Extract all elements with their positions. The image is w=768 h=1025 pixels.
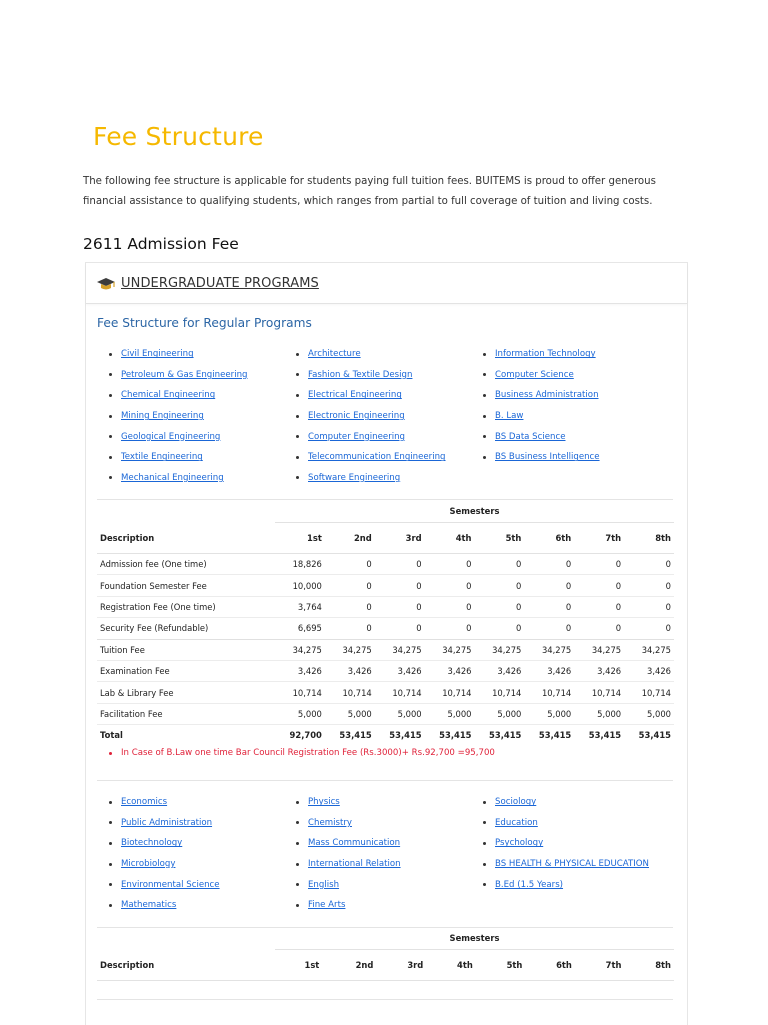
fee-cell: 3,426 [574, 660, 624, 681]
program-link-fine-arts[interactable]: Fine Arts [308, 900, 346, 911]
panel-header[interactable] [86, 263, 687, 304]
list-item [109, 365, 296, 386]
program-list-group-2 [109, 792, 669, 916]
row-description: Registration Fee (One time) [97, 596, 275, 617]
fee-cell: 0 [524, 596, 574, 617]
divider [97, 999, 673, 1000]
column-header-semester: 4th [425, 523, 475, 554]
fee-cell: 0 [425, 596, 475, 617]
bullet-dot [296, 476, 299, 479]
fee-cell: 34,275 [624, 639, 674, 660]
row-description: Tuition Fee [97, 639, 275, 660]
total-cell: 53,415 [638, 730, 671, 741]
fee-cell: 5,000 [524, 703, 574, 724]
column-header-description: Description [97, 950, 275, 981]
bullet-dot [483, 801, 486, 804]
total-label: Total [100, 730, 123, 741]
fee-cell: 0 [524, 554, 574, 575]
program-link-computer-engineering[interactable]: Computer Engineering [308, 431, 406, 442]
program-link-textile-engineering[interactable]: Textile Engineering [121, 452, 203, 463]
bullet-dot [296, 394, 299, 397]
fee-cell: 10,714 [375, 682, 425, 703]
semesters-label: Semesters [275, 927, 674, 950]
bullet-dot [483, 435, 486, 438]
fee-cell: 34,275 [375, 639, 425, 660]
column-header-semester: 8th [624, 523, 674, 554]
fee-cell: 5,000 [275, 703, 325, 724]
table-row [97, 660, 674, 681]
bullet-dot [483, 863, 486, 866]
list-item [109, 833, 296, 854]
row-description: Facilitation Fee [97, 703, 275, 724]
list-item [483, 792, 669, 813]
fee-cell: 0 [524, 618, 574, 639]
bullet-dot [483, 821, 486, 824]
fee-cell: 0 [624, 575, 674, 596]
fee-cell: 34,275 [574, 639, 624, 660]
fee-cell: 0 [325, 596, 375, 617]
program-column [109, 344, 296, 488]
fee-cell: 10,714 [275, 682, 325, 703]
fee-cell: 3,426 [375, 660, 425, 681]
list-item [296, 468, 483, 489]
bullet-dot [483, 415, 486, 418]
list-item [296, 833, 483, 854]
fee-cell: 0 [624, 554, 674, 575]
table-header-row [97, 950, 674, 981]
fee-table-2 [97, 927, 674, 981]
fee-cell: 0 [475, 554, 525, 575]
total-cell: 53,415 [489, 730, 522, 741]
fee-cell: 0 [524, 575, 574, 596]
list-item [483, 365, 669, 386]
program-link-electrical-engineering[interactable]: Electrical Engineering [308, 390, 402, 401]
list-item [296, 344, 483, 365]
fee-cell: 5,000 [325, 703, 375, 724]
list-item [483, 874, 669, 895]
column-header-semester: 2nd [322, 950, 376, 981]
program-link-english[interactable]: English [308, 879, 340, 890]
column-header-semester: 5th [475, 523, 525, 554]
fee-cell: 5,000 [375, 703, 425, 724]
fee-cell: 0 [375, 554, 425, 575]
fee-cell: 0 [375, 618, 425, 639]
program-link-international-relation[interactable]: International Relation [308, 859, 401, 870]
list-item [296, 874, 483, 895]
bullet-dot [109, 863, 112, 866]
total-row [97, 725, 674, 746]
program-link-fashion-textile-design[interactable]: Fashion & Textile Design [308, 369, 413, 380]
fee-cell: 0 [624, 618, 674, 639]
fee-cell: 0 [574, 575, 624, 596]
program-link-b-law[interactable]: B. Law [495, 411, 524, 422]
bullet-dot [296, 373, 299, 376]
column-header-semester: 1st [275, 523, 325, 554]
list-item [109, 468, 296, 489]
column-header-description: Description [97, 523, 275, 554]
list-item [296, 895, 483, 916]
fee-cell: 0 [425, 618, 475, 639]
program-link-chemistry[interactable]: Chemistry [308, 817, 352, 828]
fee-cell: 5,000 [574, 703, 624, 724]
fee-cell: 0 [624, 596, 674, 617]
column-header-semester: 7th [574, 523, 624, 554]
program-column [109, 792, 296, 916]
list-item [109, 426, 296, 447]
fee-cell: 0 [475, 575, 525, 596]
list-item [109, 895, 296, 916]
total-cell: 53,415 [389, 730, 422, 741]
fee-cell: 0 [425, 575, 475, 596]
list-item [109, 385, 296, 406]
bullet-dot [109, 373, 112, 376]
program-link-information-technology[interactable]: Information Technology [495, 349, 596, 360]
program-link-mechanical-engineering[interactable]: Mechanical Engineering [121, 472, 224, 483]
program-link-bs-health-physical-education[interactable]: BS HEALTH & PHYSICAL EDUCATION [495, 859, 649, 870]
list-item [296, 447, 483, 468]
program-link-education[interactable]: Education [495, 817, 538, 828]
table-row [97, 575, 674, 596]
note-text: In Case of B.Law one time Bar Council Registration Fee (Rs.3000)+ Rs.92,700 =95,700 [121, 748, 495, 758]
bullet-dot [296, 904, 299, 907]
fee-cell: 34,275 [325, 639, 375, 660]
column-header-semester: 4th [426, 950, 476, 981]
total-cell: 53,415 [339, 730, 372, 741]
bar-council-note [109, 748, 495, 758]
program-list-group-1 [109, 344, 669, 488]
bullet-dot [483, 842, 486, 845]
program-link-mass-communication[interactable]: Mass Communication [308, 838, 401, 849]
panel-heading-label[interactable]: UNDERGRADUATE PROGRAMS [121, 275, 319, 291]
column-header-semester: 7th [575, 950, 625, 981]
list-item [296, 792, 483, 813]
empty-cell [97, 927, 275, 950]
column-header-semester: 5th [476, 950, 526, 981]
program-link-civil-engineering[interactable]: Civil Engineering [121, 349, 194, 360]
bullet-dot [109, 415, 112, 418]
fee-cell: 0 [325, 618, 375, 639]
fee-cell: 0 [325, 554, 375, 575]
graduation-cap-icon [96, 276, 116, 290]
program-column [483, 792, 669, 916]
total-cell: 53,415 [439, 730, 472, 741]
list-item [296, 854, 483, 875]
program-column [296, 344, 483, 488]
list-item [483, 813, 669, 834]
fee-cell: 0 [574, 596, 624, 617]
row-description: Admission fee (One time) [97, 554, 275, 575]
bullet-dot [296, 435, 299, 438]
fee-table-1 [97, 500, 674, 746]
fee-cell: 10,714 [624, 682, 674, 703]
program-link-chemical-engineering[interactable]: Chemical Engineering [121, 390, 216, 401]
program-link-petroleum-gas-engineering[interactable]: Petroleum & Gas Engineering [121, 369, 248, 380]
column-header-semester: 6th [524, 523, 574, 554]
fee-cell: 3,426 [325, 660, 375, 681]
table-row [97, 682, 674, 703]
intro-paragraph: The following fee structure is applicable for students paying full tuition fees. BUITEMS is proud to offer generous financial assistance to qualifying students, which ranges from partial to full coverage of tuition and living costs. [83, 176, 656, 207]
bullet-dot [296, 353, 299, 356]
total-cell: 53,415 [588, 730, 622, 741]
semesters-row [97, 927, 674, 950]
bullet-dot [296, 801, 299, 804]
column-header-semester: 6th [525, 950, 575, 981]
fee-cell: 10,714 [574, 682, 624, 703]
fee-cell: 0 [375, 575, 425, 596]
fee-cell: 0 [574, 618, 624, 639]
list-item [296, 365, 483, 386]
fee-cell: 0 [325, 575, 375, 596]
column-header-semester: 2nd [325, 523, 375, 554]
bullet-dot [296, 456, 299, 459]
bullet-dot [296, 842, 299, 845]
bullet-dot [109, 842, 112, 845]
program-link-public-administration[interactable]: Public Administration [121, 817, 213, 828]
bullet-dot [109, 394, 112, 397]
list-item [296, 385, 483, 406]
list-item [109, 792, 296, 813]
fee-cell: 0 [475, 596, 525, 617]
list-item [483, 426, 669, 447]
fee-cell: 0 [375, 596, 425, 617]
program-link-mathematics[interactable]: Mathematics [121, 900, 177, 911]
bullet-dot [296, 821, 299, 824]
program-column [296, 792, 483, 916]
fee-cell: 10,714 [425, 682, 475, 703]
page-title: Fee Structure [93, 122, 264, 151]
bullet-dot [109, 801, 112, 804]
bullet-dot [109, 435, 112, 438]
program-link-mining-engineering[interactable]: Mining Engineering [121, 411, 204, 422]
fee-cell: 3,426 [524, 660, 574, 681]
fee-cell: 3,426 [275, 660, 325, 681]
fee-cell: 5,000 [624, 703, 674, 724]
column-header-semester: 3rd [375, 523, 425, 554]
row-description: Foundation Semester Fee [97, 575, 275, 596]
table-row [97, 554, 674, 575]
fee-cell: 10,714 [475, 682, 525, 703]
table-row [97, 639, 674, 660]
program-link-b-ed-1-5-years[interactable]: B.Ed (1.5 Years) [495, 879, 564, 890]
column-header-semester: 1st [275, 950, 322, 981]
list-item [109, 813, 296, 834]
bullet-dot [109, 821, 112, 824]
list-item [483, 344, 669, 365]
program-link-microbiology[interactable]: Microbiology [121, 859, 176, 870]
program-link-bs-data-science[interactable]: BS Data Science [495, 431, 566, 442]
bullet-dot [109, 904, 112, 907]
bullet-dot [109, 883, 112, 886]
program-link-economics[interactable]: Economics [121, 797, 168, 808]
row-description: Examination Fee [97, 660, 275, 681]
program-link-geological-engineering[interactable]: Geological Engineering [121, 431, 221, 442]
program-column [483, 344, 669, 488]
fee-cell: 6,695 [275, 618, 325, 639]
fee-cell: 3,426 [624, 660, 674, 681]
bullet-dot [483, 456, 486, 459]
list-item [109, 447, 296, 468]
program-link-architecture[interactable]: Architecture [308, 349, 361, 360]
program-link-electronic-engineering[interactable]: Electronic Engineering [308, 411, 405, 422]
list-item [296, 813, 483, 834]
list-item [483, 833, 669, 854]
bullet-dot [109, 353, 112, 356]
fee-cell: 34,275 [275, 639, 325, 660]
fee-cell: 0 [425, 554, 475, 575]
table-row [97, 596, 674, 617]
program-link-telecommunication-engineering[interactable]: Telecommunication Engineering [308, 452, 446, 463]
list-item [109, 344, 296, 365]
table-row [97, 618, 674, 639]
list-item [483, 406, 669, 427]
program-link-sociology[interactable]: Sociology [495, 797, 537, 808]
list-item [483, 854, 669, 875]
list-item [296, 406, 483, 427]
undergraduate-panel [85, 262, 688, 1025]
program-link-business-administration[interactable]: Business Administration [495, 390, 599, 401]
empty-cell [97, 500, 275, 523]
fee-cell: 5,000 [475, 703, 525, 724]
column-header-semester: 8th [624, 950, 674, 981]
semesters-row [97, 500, 674, 523]
list-item [483, 385, 669, 406]
table-header-row [97, 523, 674, 554]
list-item [109, 406, 296, 427]
fee-cell: 10,714 [524, 682, 574, 703]
program-link-computer-science[interactable]: Computer Science [495, 369, 574, 380]
admission-fee-heading: 2611 Admission Fee [83, 235, 239, 253]
bullet-dot [296, 415, 299, 418]
bullet-dot [109, 476, 112, 479]
fee-cell: 34,275 [524, 639, 574, 660]
fee-cell: 0 [475, 618, 525, 639]
bullet-dot [483, 353, 486, 356]
list-item [109, 874, 296, 895]
fee-cell: 0 [574, 554, 624, 575]
bullet-dot [109, 456, 112, 459]
program-link-psychology[interactable]: Psychology [495, 838, 544, 849]
bullet-dot [296, 863, 299, 866]
column-header-semester: 3rd [376, 950, 426, 981]
list-item [296, 426, 483, 447]
semesters-label: Semesters [275, 500, 674, 523]
fee-cell: 18,826 [275, 554, 325, 575]
fee-cell: 10,714 [325, 682, 375, 703]
fee-cell: 10,000 [275, 575, 325, 596]
fee-cell: 3,426 [475, 660, 525, 681]
bullet-dot [109, 752, 112, 755]
program-link-bs-business-intelligence[interactable]: BS Business Intelligence [495, 452, 600, 463]
fee-cell: 34,275 [425, 639, 475, 660]
row-description: Lab & Library Fee [97, 682, 275, 703]
program-link-software-engineering[interactable]: Software Engineering [308, 472, 401, 483]
fee-cell: 3,764 [275, 596, 325, 617]
divider [97, 780, 673, 781]
section-title: Fee Structure for Regular Programs [97, 316, 312, 330]
bullet-dot [483, 373, 486, 376]
row-description: Security Fee (Refundable) [97, 618, 275, 639]
program-link-physics[interactable]: Physics [308, 797, 340, 808]
bullet-dot [483, 394, 486, 397]
total-cell: 92,700 [289, 730, 322, 741]
fee-cell: 3,426 [425, 660, 475, 681]
program-link-biotechnology[interactable]: Biotechnology [121, 838, 183, 849]
bullet-dot [296, 883, 299, 886]
list-item [109, 854, 296, 875]
list-item [483, 447, 669, 468]
program-link-environmental-science[interactable]: Environmental Science [121, 879, 220, 890]
fee-cell: 5,000 [425, 703, 475, 724]
table-row [97, 703, 674, 724]
total-cell: 53,415 [538, 730, 572, 741]
bullet-dot [483, 883, 486, 886]
fee-cell: 34,275 [475, 639, 525, 660]
